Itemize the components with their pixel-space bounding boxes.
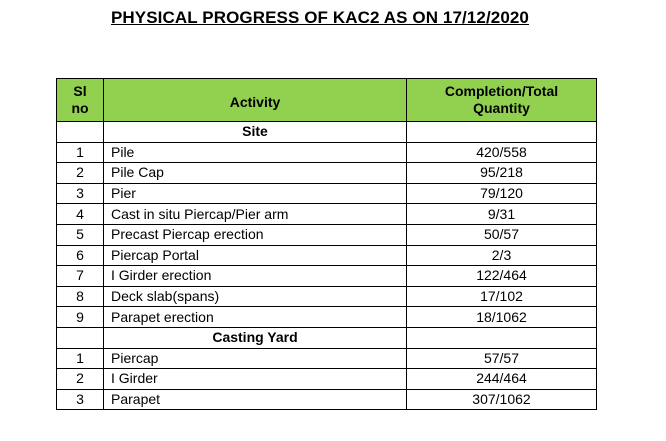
progress-table <box>56 78 597 410</box>
table-row <box>57 266 597 287</box>
row-quantity: 122/464 <box>407 266 597 287</box>
row-quantity: 307/1062 <box>407 389 597 410</box>
row-quantity: 50/57 <box>407 224 597 245</box>
table-row <box>57 389 597 410</box>
row-quantity: 79/120 <box>407 183 597 204</box>
row-quantity: 57/57 <box>407 348 597 369</box>
table-row <box>57 224 597 245</box>
row-sl-no: 7 <box>57 266 104 287</box>
row-activity: Precast Piercap erection <box>104 224 407 245</box>
row-sl-no: 6 <box>57 245 104 266</box>
section-sl-empty <box>57 327 104 348</box>
row-activity: Deck slab(spans) <box>104 286 407 307</box>
row-activity: Pile <box>104 142 407 163</box>
section-qty-empty <box>407 327 597 348</box>
section-row <box>57 122 597 143</box>
section-sl-empty <box>57 122 104 143</box>
section-title: Casting Yard <box>104 327 407 348</box>
row-sl-no: 3 <box>57 183 104 204</box>
row-activity: Piercap <box>104 348 407 369</box>
row-sl-no: 9 <box>57 307 104 328</box>
table-header-row <box>57 79 597 122</box>
row-sl-no: 4 <box>57 204 104 225</box>
row-quantity: 420/558 <box>407 142 597 163</box>
table-row <box>57 307 597 328</box>
table-row <box>57 183 597 204</box>
table-row <box>57 204 597 225</box>
row-activity: I Girder <box>104 369 407 390</box>
table-row <box>57 245 597 266</box>
table-row <box>57 348 597 369</box>
header-sl-no: Sl no <box>57 79 104 122</box>
row-activity: I Girder erection <box>104 266 407 287</box>
header-quantity: Completion/Total Quantity <box>407 79 597 122</box>
header-activity: Activity <box>104 79 407 122</box>
row-quantity: 2/3 <box>407 245 597 266</box>
row-quantity: 18/1062 <box>407 307 597 328</box>
row-activity: Pier <box>104 183 407 204</box>
row-sl-no: 2 <box>57 163 104 184</box>
table-row <box>57 163 597 184</box>
table-row <box>57 142 597 163</box>
row-quantity: 244/464 <box>407 369 597 390</box>
row-activity: Piercap Portal <box>104 245 407 266</box>
section-title: Site <box>104 122 407 143</box>
page-title: PHYSICAL PROGRESS OF KAC2 AS ON 17/12/2020 <box>110 8 529 27</box>
table-row <box>57 286 597 307</box>
row-sl-no: 1 <box>57 142 104 163</box>
section-row <box>57 327 597 348</box>
row-sl-no: 3 <box>57 389 104 410</box>
row-sl-no: 1 <box>57 348 104 369</box>
row-sl-no: 2 <box>57 369 104 390</box>
row-quantity: 95/218 <box>407 163 597 184</box>
row-activity: Parapet <box>104 389 407 410</box>
row-sl-no: 5 <box>57 224 104 245</box>
row-activity: Cast in situ Piercap/Pier arm <box>104 204 407 225</box>
table-row <box>57 369 597 390</box>
row-sl-no: 8 <box>57 286 104 307</box>
row-activity: Pile Cap <box>104 163 407 184</box>
section-qty-empty <box>407 122 597 143</box>
row-activity: Parapet erection <box>104 307 407 328</box>
row-quantity: 9/31 <box>407 204 597 225</box>
row-quantity: 17/102 <box>407 286 597 307</box>
